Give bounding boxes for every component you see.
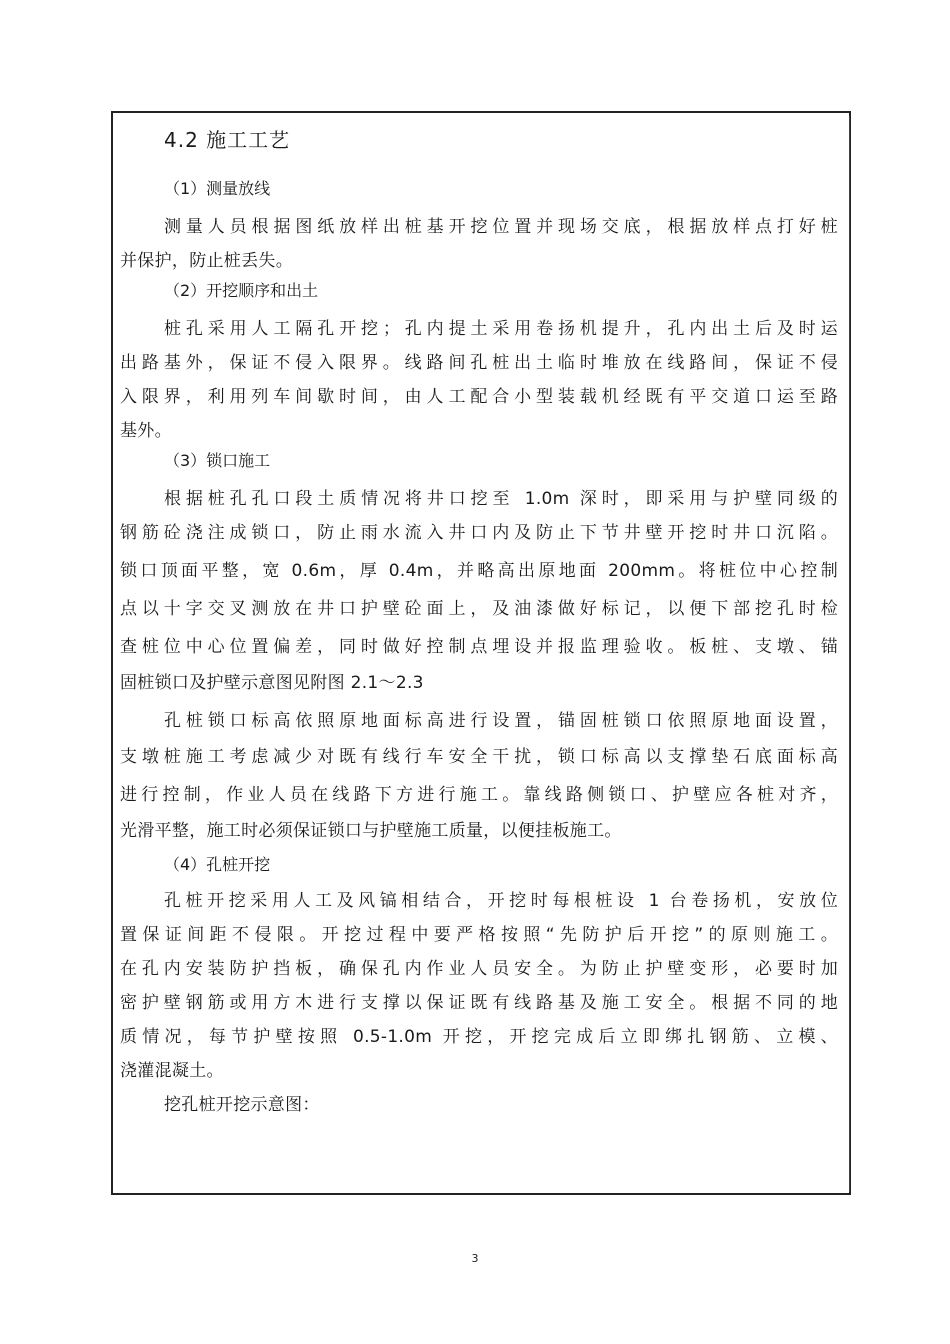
para-line: 孔桩开挖采用人工及风镐相结合，开挖时每根桩设 1 台卷扬机，安放位 (164, 891, 838, 911)
para-line: 在孔内安装防护挡板，确保孔内作业人员安全。为防止护壁变形，必要时加 (120, 959, 838, 979)
para-line: 并保护，防止桩丢失。 (120, 251, 293, 271)
para-line: 进行控制，作业人员在线路下方进行施工。靠线路侧锁口、护壁应各桩对齐， (120, 785, 838, 805)
section-title: 4.2 施工工艺 (164, 128, 291, 152)
para-line: 查桩位中心位置偏差，同时做好控制点埋设并报监理验收。板桩、支墩、锚 (120, 637, 838, 657)
heading-survey: （1）测量放线 (164, 179, 271, 198)
para-line: 点以十字交叉测放在井口护壁砼面上，及油漆做好标记，以便下部挖孔时检 (120, 599, 838, 619)
para-line: 质情况，每节护壁按照 0.5-1.0m 开挖，开挖完成后立即绑扎钢筋、立模、 (120, 1027, 838, 1047)
heading-lock-collar: （3）锁口施工 (164, 451, 271, 470)
frame-double-line (849, 116, 850, 1192)
para-line: 基外。 (120, 421, 172, 441)
para-line: 光滑平整，施工时必须保证锁口与护壁施工质量，以便挂板施工。 (120, 821, 622, 841)
para-line: 孔桩锁口标高依照原地面标高进行设置，锚固桩锁口依照原地面设置， (164, 711, 838, 731)
para-line: 桩孔采用人工隔孔开挖；孔内提土采用卷扬机提升，孔内出土后及时运 (164, 319, 838, 339)
para-line: 入限界，利用列车间歇时间，由人工配合小型装载机经既有平交道口运至路 (120, 387, 838, 407)
para-line: 锁口顶面平整，宽 0.6m，厚 0.4m，并略高出原地面 200mm。将桩位中心控制 (120, 561, 838, 581)
heading-pile-excavation: （4）孔桩开挖 (164, 855, 271, 874)
para-line: 支墩桩施工考虑减少对既有线行车安全干扰，锁口标高以支撑垫石底面标高 (120, 747, 838, 767)
para-line: 根据桩孔孔口段土质情况将井口挖至 1.0m 深时，即采用与护壁同级的 (164, 489, 838, 509)
para-line: 置保证间距不侵限。开挖过程中要严格按照“先防护后开挖”的原则施工。 (120, 925, 838, 945)
para-line: 出路基外，保证不侵入限界。线路间孔桩出土临时堆放在线路间，保证不侵 (120, 353, 838, 373)
page-number: 3 (471, 1252, 479, 1265)
heading-excavation-order: （2）开挖顺序和出土 (164, 281, 319, 300)
figure-caption: 挖孔桩开挖示意图： (164, 1095, 320, 1115)
para-line: 钢筋砼浇注成锁口，防止雨水流入井口内及防止下节井壁开挖时井口沉陷。 (120, 523, 838, 543)
para-line: 浇灌混凝土。 (120, 1061, 224, 1081)
para-line: 测量人员根据图纸放样出桩基开挖位置并现场交底，根据放样点打好桩 (164, 217, 838, 237)
para-line: 固桩锁口及护壁示意图见附图 2.1～2.3 (120, 673, 424, 693)
para-line: 密护壁钢筋或用方木进行支撑以保证既有线路基及施工安全。根据不同的地 (120, 993, 838, 1013)
